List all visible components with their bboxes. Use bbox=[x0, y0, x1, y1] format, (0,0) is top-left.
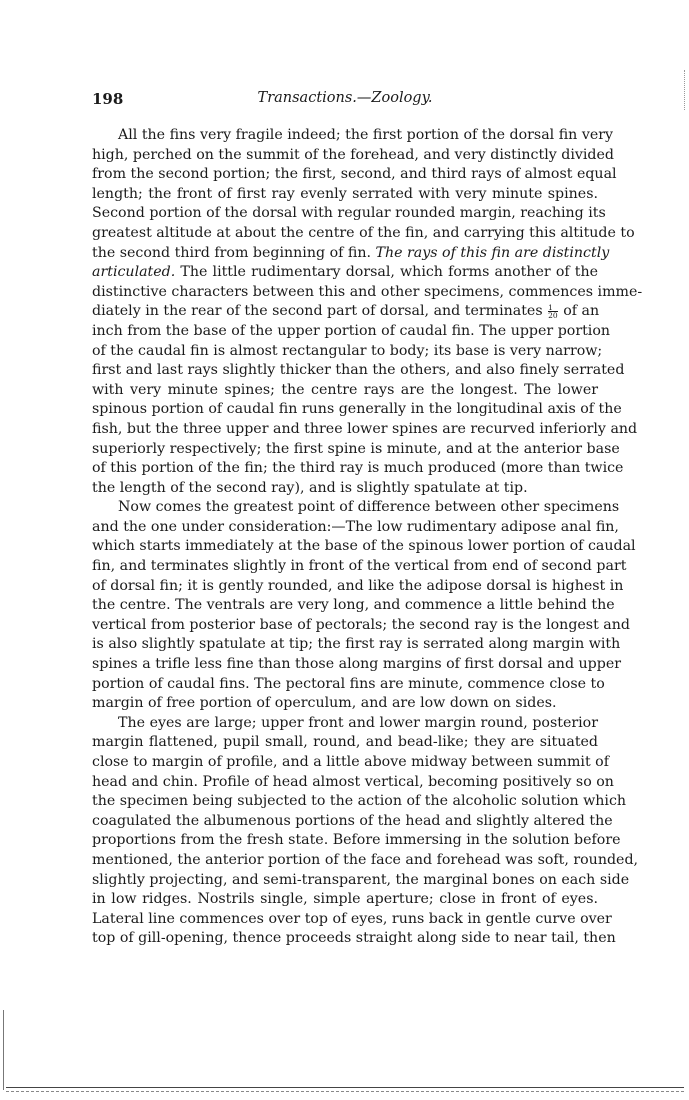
text-line: the centre. The ventrals are very long, and commence a little behind the bbox=[92, 597, 615, 614]
text-line: is also slightly spatulate at tip; the first ray is serrated along margin with bbox=[92, 636, 621, 653]
text-line: with very minute spines; the centre rays are the longest. The lower bbox=[92, 381, 598, 398]
fraction-numerator: 1 bbox=[548, 302, 553, 312]
text-line: spines a trifle less fine than those along margins of first dorsal and upper bbox=[92, 656, 622, 673]
text-line: proportions from the fresh state. Before immersing in the solution before bbox=[92, 832, 621, 849]
page-header bbox=[92, 90, 598, 110]
text-line: All the fins very fragile indeed; the first portion of the dorsal fin very bbox=[118, 127, 614, 143]
text-line: superiorly respectively; the first spine is minute, and at the anterior base bbox=[92, 440, 620, 457]
text-line bbox=[92, 302, 598, 322]
scan-edge-left bbox=[3, 1010, 4, 1090]
text-line: close to margin of profile, and a little above midway between summit of bbox=[92, 754, 609, 770]
text-line: in low ridges. Nostrils single, simple aperture; close in front of eyes. bbox=[92, 891, 598, 908]
text-line: of the caudal fin is almost rectangular to body; its base is very narrow; bbox=[92, 342, 603, 359]
text-line: greatest altitude at about the centre of the fin, and carrying this altitude to bbox=[92, 224, 635, 241]
text-line bbox=[92, 244, 610, 264]
italic-phrase: The rays of this fin are distinctly bbox=[375, 244, 610, 261]
text-segment: The little rudimentary dorsal, which forms another of the bbox=[180, 264, 598, 281]
text-line: Now comes the greatest point of difference between other specimens bbox=[118, 499, 620, 516]
text-line: distinctive characters between this and other specimens, commences imme- bbox=[92, 283, 643, 300]
page-number: 198 bbox=[92, 90, 124, 108]
text-line: head and chin. Profile of head almost vertical, becoming positively so on bbox=[92, 773, 614, 790]
bottom-scan-rule bbox=[6, 1087, 684, 1088]
text-line: margin of free portion of operculum, and are low down on sides. bbox=[92, 695, 557, 712]
text-line: margin flattened, pupil small, round, and bead-like; they are situated bbox=[92, 734, 598, 751]
text-line: from the second portion; the first, second, and third rays of almost equal bbox=[92, 166, 617, 183]
text-line: of dorsal fin; it is gently rounded, and like the adipose dorsal is highest in bbox=[92, 577, 624, 594]
text-line: Second portion of the dorsal with regular rounded margin, reaching its bbox=[92, 205, 606, 222]
body-text bbox=[92, 126, 643, 949]
text-line bbox=[92, 263, 598, 283]
text-line: high, perched on the summit of the forehead, and very distinctly divided bbox=[92, 146, 614, 163]
running-title: Transactions.—Zoology. bbox=[257, 90, 433, 106]
fraction-denominator: 20 bbox=[548, 310, 558, 320]
text-line: fish, but the three upper and three lower spines are recurved inferiorly and bbox=[92, 420, 638, 437]
italic-phrase: articulated. bbox=[92, 264, 176, 281]
text-segment: the second third from beginning of fin. bbox=[92, 244, 371, 261]
text-segment: of an bbox=[563, 303, 600, 320]
text-line: and the one under consideration:—The low rudimentary adipose anal fin, bbox=[92, 518, 619, 535]
text-line: portion of caudal fins. The pectoral fins are minute, commence close to bbox=[92, 675, 605, 692]
text-line: which starts immediately at the base of the spinous lower portion of caudal bbox=[92, 538, 636, 555]
text-line: mentioned, the anterior portion of the face and forehead was soft, rounded, bbox=[92, 851, 639, 868]
text-line: the specimen being subjected to the action of the alcoholic solution which bbox=[92, 793, 627, 810]
fraction bbox=[548, 304, 558, 319]
text-line: of this portion of the fin; the third ray is much produced (more than twice bbox=[92, 460, 624, 477]
text-line: inch from the base of the upper portion of caudal fin. The upper portion bbox=[92, 322, 611, 339]
text-line: Lateral line commences over top of eyes, runs back in gentle curve over bbox=[92, 910, 612, 927]
text-line: length; the front of first ray evenly serrated with very minute spines. bbox=[92, 185, 598, 202]
text-line: vertical from posterior base of pectorals; the second ray is the longest and bbox=[92, 616, 630, 633]
bottom-scan-rule-dashed bbox=[6, 1091, 684, 1092]
text-line: The eyes are large; upper front and lower margin round, posterior bbox=[118, 714, 598, 731]
text-line: fin, and terminates slightly in front of the vertical from end of second part bbox=[92, 558, 627, 575]
text-line: top of gill-opening, thence proceeds straight along side to near tail, then bbox=[92, 930, 616, 947]
text-segment: diately in the rear of the second part of dorsal, and terminates bbox=[92, 303, 543, 320]
text-line: coagulated the albumenous portions of the head and slightly altered the bbox=[92, 812, 613, 829]
text-line: the length of the second ray), and is slightly spatulate at tip. bbox=[92, 479, 528, 496]
text-line: spinous portion of caudal fin runs generally in the longitudinal axis of the bbox=[92, 401, 622, 418]
text-line: slightly projecting, and semi-transparent, the marginal bones on each side bbox=[92, 871, 630, 888]
scan-edge-right bbox=[683, 70, 685, 110]
text-line: first and last rays slightly thicker than the others, and also finely serrated bbox=[92, 362, 625, 379]
